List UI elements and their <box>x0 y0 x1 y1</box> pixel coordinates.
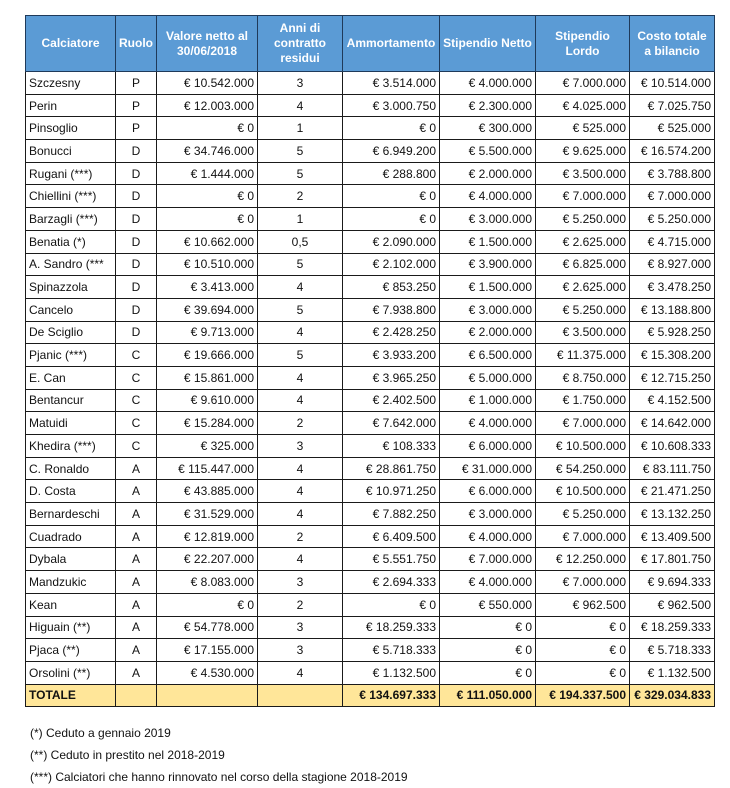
cell-costo-totale: € 12.715.250 <box>630 366 715 389</box>
cell-anni-contratto: 5 <box>258 162 343 185</box>
cell-anni-contratto: 4 <box>258 480 343 503</box>
cell-ammortamento: € 6.409.500 <box>343 525 440 548</box>
cell-ammortamento: € 853.250 <box>343 276 440 299</box>
cell-calciatore: Spinazzola <box>26 276 116 299</box>
player-cost-table <box>25 15 715 707</box>
cell-ammortamento: € 7.882.250 <box>343 503 440 526</box>
cell-valore-netto: € 10.662.000 <box>157 230 258 253</box>
total-ammortamento: € 134.697.333 <box>343 684 440 707</box>
total-stipendio-lordo: € 194.337.500 <box>536 684 630 707</box>
cell-anni-contratto: 4 <box>258 366 343 389</box>
table-row <box>26 389 715 412</box>
total-valore-netto <box>157 684 258 707</box>
cell-ammortamento: € 3.000.750 <box>343 94 440 117</box>
cell-ruolo: D <box>116 253 157 276</box>
cell-ruolo: D <box>116 208 157 231</box>
cell-ruolo: D <box>116 162 157 185</box>
cell-stipendio-netto: € 4.000.000 <box>440 525 536 548</box>
table-row <box>26 185 715 208</box>
cell-anni-contratto: 3 <box>258 616 343 639</box>
cell-valore-netto: € 54.778.000 <box>157 616 258 639</box>
cell-calciatore: Chiellini (***) <box>26 185 116 208</box>
cell-stipendio-netto: € 1.000.000 <box>440 389 536 412</box>
header-stipendio-lordo: Stipendio Lordo <box>536 16 630 72</box>
footnote-2: (**) Ceduto in prestito nel 2018-2019 <box>30 748 225 762</box>
cell-stipendio-lordo: € 5.250.000 <box>536 208 630 231</box>
cell-ammortamento: € 7.642.000 <box>343 412 440 435</box>
cell-ruolo: C <box>116 366 157 389</box>
cell-calciatore: Szczesny <box>26 72 116 95</box>
cell-valore-netto: € 15.284.000 <box>157 412 258 435</box>
cell-costo-totale: € 4.715.000 <box>630 230 715 253</box>
cell-anni-contratto: 1 <box>258 117 343 140</box>
cell-calciatore: Bonucci <box>26 140 116 163</box>
cell-stipendio-lordo: € 10.500.000 <box>536 480 630 503</box>
cell-stipendio-netto: € 0 <box>440 661 536 684</box>
cell-ammortamento: € 6.949.200 <box>343 140 440 163</box>
cell-calciatore: D. Costa <box>26 480 116 503</box>
cell-anni-contratto: 2 <box>258 412 343 435</box>
cell-stipendio-netto: € 7.000.000 <box>440 548 536 571</box>
table-row <box>26 571 715 594</box>
cell-valore-netto: € 0 <box>157 208 258 231</box>
cell-calciatore: Mandzukic <box>26 571 116 594</box>
cell-valore-netto: € 1.444.000 <box>157 162 258 185</box>
cell-ruolo: D <box>116 185 157 208</box>
header-calciatore: Calciatore <box>26 16 116 72</box>
cell-valore-netto: € 325.000 <box>157 435 258 458</box>
cell-stipendio-netto: € 4.000.000 <box>440 185 536 208</box>
cell-calciatore: Benatia (*) <box>26 230 116 253</box>
total-row <box>26 684 715 707</box>
cell-anni-contratto: 5 <box>258 253 343 276</box>
cell-stipendio-lordo: € 2.625.000 <box>536 276 630 299</box>
cell-ruolo: D <box>116 140 157 163</box>
cell-ruolo: D <box>116 298 157 321</box>
cell-ammortamento: € 2.102.000 <box>343 253 440 276</box>
cell-ammortamento: € 7.938.800 <box>343 298 440 321</box>
cell-costo-totale: € 21.471.250 <box>630 480 715 503</box>
cell-costo-totale: € 9.694.333 <box>630 571 715 594</box>
cell-stipendio-netto: € 3.000.000 <box>440 298 536 321</box>
cell-calciatore: Kean <box>26 593 116 616</box>
cell-stipendio-netto: € 4.000.000 <box>440 571 536 594</box>
cell-costo-totale: € 8.927.000 <box>630 253 715 276</box>
total-anni-contratto <box>258 684 343 707</box>
cell-stipendio-netto: € 5.500.000 <box>440 140 536 163</box>
cell-stipendio-lordo: € 4.025.000 <box>536 94 630 117</box>
cell-calciatore: Dybala <box>26 548 116 571</box>
cell-costo-totale: € 3.788.800 <box>630 162 715 185</box>
table-row <box>26 639 715 662</box>
cell-stipendio-lordo: € 7.000.000 <box>536 185 630 208</box>
cell-stipendio-lordo: € 7.000.000 <box>536 72 630 95</box>
table-row <box>26 140 715 163</box>
cell-calciatore: Khedira (***) <box>26 435 116 458</box>
cell-calciatore: Barzagli (***) <box>26 208 116 231</box>
cell-ammortamento: € 0 <box>343 208 440 231</box>
cell-stipendio-netto: € 6.000.000 <box>440 480 536 503</box>
cell-costo-totale: € 5.250.000 <box>630 208 715 231</box>
cell-costo-totale: € 1.132.500 <box>630 661 715 684</box>
table-body <box>26 72 715 707</box>
cell-valore-netto: € 12.003.000 <box>157 94 258 117</box>
cell-stipendio-lordo: € 5.250.000 <box>536 298 630 321</box>
table-row <box>26 435 715 458</box>
cell-ruolo: A <box>116 525 157 548</box>
table-row <box>26 344 715 367</box>
cell-valore-netto: € 10.542.000 <box>157 72 258 95</box>
footnote-3: (***) Calciatori che hanno rinnovato nel corso della stagione 2018-2019 <box>30 770 408 784</box>
cell-costo-totale: € 962.500 <box>630 593 715 616</box>
cell-anni-contratto: 2 <box>258 525 343 548</box>
cell-valore-netto: € 8.083.000 <box>157 571 258 594</box>
cell-costo-totale: € 16.574.200 <box>630 140 715 163</box>
cell-ammortamento: € 1.132.500 <box>343 661 440 684</box>
cell-valore-netto: € 0 <box>157 117 258 140</box>
cell-valore-netto: € 3.413.000 <box>157 276 258 299</box>
cell-valore-netto: € 34.746.000 <box>157 140 258 163</box>
cell-ruolo: A <box>116 616 157 639</box>
cell-ruolo: P <box>116 72 157 95</box>
cell-anni-contratto: 1 <box>258 208 343 231</box>
cell-ruolo: A <box>116 503 157 526</box>
cell-stipendio-lordo: € 1.750.000 <box>536 389 630 412</box>
cell-anni-contratto: 4 <box>258 457 343 480</box>
table-row <box>26 162 715 185</box>
cell-stipendio-lordo: € 9.625.000 <box>536 140 630 163</box>
cell-costo-totale: € 83.111.750 <box>630 457 715 480</box>
cell-anni-contratto: 4 <box>258 276 343 299</box>
cell-stipendio-lordo: € 7.000.000 <box>536 412 630 435</box>
cell-costo-totale: € 5.928.250 <box>630 321 715 344</box>
cell-valore-netto: € 0 <box>157 185 258 208</box>
cell-calciatore: Matuidi <box>26 412 116 435</box>
cell-stipendio-lordo: € 7.000.000 <box>536 525 630 548</box>
cell-calciatore: A. Sandro (*** <box>26 253 116 276</box>
cell-stipendio-lordo: € 0 <box>536 661 630 684</box>
cell-stipendio-lordo: € 525.000 <box>536 117 630 140</box>
table-row <box>26 412 715 435</box>
table-row <box>26 321 715 344</box>
cell-costo-totale: € 7.025.750 <box>630 94 715 117</box>
cell-valore-netto: € 15.861.000 <box>157 366 258 389</box>
header-row <box>26 16 715 72</box>
cell-ammortamento: € 288.800 <box>343 162 440 185</box>
table-row <box>26 366 715 389</box>
cell-stipendio-lordo: € 0 <box>536 616 630 639</box>
cell-stipendio-netto: € 1.500.000 <box>440 276 536 299</box>
cell-anni-contratto: 3 <box>258 571 343 594</box>
cell-ruolo: A <box>116 480 157 503</box>
cell-costo-totale: € 3.478.250 <box>630 276 715 299</box>
cell-stipendio-lordo: € 2.625.000 <box>536 230 630 253</box>
cell-ruolo: C <box>116 435 157 458</box>
cell-stipendio-lordo: € 8.750.000 <box>536 366 630 389</box>
cell-ruolo: A <box>116 548 157 571</box>
cell-ruolo: P <box>116 94 157 117</box>
cell-ammortamento: € 10.971.250 <box>343 480 440 503</box>
cell-anni-contratto: 3 <box>258 435 343 458</box>
table-row <box>26 457 715 480</box>
table-row <box>26 503 715 526</box>
cell-calciatore: Cuadrado <box>26 525 116 548</box>
cell-calciatore: Rugani (***) <box>26 162 116 185</box>
cell-costo-totale: € 4.152.500 <box>630 389 715 412</box>
cell-costo-totale: € 13.409.500 <box>630 525 715 548</box>
cell-stipendio-netto: € 6.500.000 <box>440 344 536 367</box>
cell-stipendio-netto: € 0 <box>440 616 536 639</box>
table-row <box>26 94 715 117</box>
cell-ruolo: C <box>116 412 157 435</box>
cell-stipendio-lordo: € 12.250.000 <box>536 548 630 571</box>
cell-ruolo: A <box>116 457 157 480</box>
cell-anni-contratto: 4 <box>258 661 343 684</box>
cell-ruolo: A <box>116 571 157 594</box>
header-costo-totale: Costo totale a bilancio <box>630 16 715 72</box>
cell-ruolo: C <box>116 344 157 367</box>
cell-stipendio-lordo: € 10.500.000 <box>536 435 630 458</box>
cell-stipendio-lordo: € 962.500 <box>536 593 630 616</box>
cell-stipendio-lordo: € 11.375.000 <box>536 344 630 367</box>
cell-ammortamento: € 108.333 <box>343 435 440 458</box>
cell-costo-totale: € 14.642.000 <box>630 412 715 435</box>
cell-stipendio-lordo: € 3.500.000 <box>536 321 630 344</box>
total-calciatore: TOTALE <box>26 684 116 707</box>
table-row <box>26 661 715 684</box>
cell-anni-contratto: 5 <box>258 140 343 163</box>
cell-calciatore: Bernardeschi <box>26 503 116 526</box>
header-stipendio-netto: Stipendio Netto <box>440 16 536 72</box>
cell-stipendio-netto: € 3.000.000 <box>440 208 536 231</box>
cell-valore-netto: € 17.155.000 <box>157 639 258 662</box>
cell-ammortamento: € 0 <box>343 185 440 208</box>
cell-ammortamento: € 2.090.000 <box>343 230 440 253</box>
cell-valore-netto: € 22.207.000 <box>157 548 258 571</box>
cell-anni-contratto: 4 <box>258 548 343 571</box>
cell-calciatore: Pjaca (**) <box>26 639 116 662</box>
cell-stipendio-lordo: € 6.825.000 <box>536 253 630 276</box>
total-stipendio-netto: € 111.050.000 <box>440 684 536 707</box>
cell-stipendio-lordo: € 5.250.000 <box>536 503 630 526</box>
cell-stipendio-netto: € 2.300.000 <box>440 94 536 117</box>
header-anni-contratto: Anni di contratto residui <box>258 16 343 72</box>
cell-anni-contratto: 5 <box>258 298 343 321</box>
cell-stipendio-netto: € 0 <box>440 639 536 662</box>
table-row <box>26 253 715 276</box>
header-ammortamento: Ammortamento <box>343 16 440 72</box>
cell-anni-contratto: 5 <box>258 344 343 367</box>
cell-anni-contratto: 4 <box>258 321 343 344</box>
table-row <box>26 616 715 639</box>
cell-stipendio-netto: € 6.000.000 <box>440 435 536 458</box>
cell-ammortamento: € 2.402.500 <box>343 389 440 412</box>
cell-calciatore: Orsolini (**) <box>26 661 116 684</box>
total-costo-totale: € 329.034.833 <box>630 684 715 707</box>
cell-ruolo: A <box>116 593 157 616</box>
cell-costo-totale: € 13.132.250 <box>630 503 715 526</box>
cell-costo-totale: € 13.188.800 <box>630 298 715 321</box>
cell-valore-netto: € 115.447.000 <box>157 457 258 480</box>
cell-stipendio-netto: € 2.000.000 <box>440 162 536 185</box>
footnote-1: (*) Ceduto a gennaio 2019 <box>30 726 171 740</box>
cell-costo-totale: € 5.718.333 <box>630 639 715 662</box>
cell-valore-netto: € 9.610.000 <box>157 389 258 412</box>
cell-valore-netto: € 12.819.000 <box>157 525 258 548</box>
player-cost-table-container <box>25 15 715 707</box>
cell-calciatore: E. Can <box>26 366 116 389</box>
cell-valore-netto: € 4.530.000 <box>157 661 258 684</box>
cell-ammortamento: € 2.694.333 <box>343 571 440 594</box>
cell-calciatore: Higuain (**) <box>26 616 116 639</box>
cell-valore-netto: € 31.529.000 <box>157 503 258 526</box>
cell-costo-totale: € 17.801.750 <box>630 548 715 571</box>
cell-calciatore: Perin <box>26 94 116 117</box>
cell-valore-netto: € 9.713.000 <box>157 321 258 344</box>
cell-anni-contratto: 4 <box>258 389 343 412</box>
cell-ammortamento: € 3.514.000 <box>343 72 440 95</box>
table-row <box>26 593 715 616</box>
cell-costo-totale: € 18.259.333 <box>630 616 715 639</box>
cell-valore-netto: € 19.666.000 <box>157 344 258 367</box>
table-row <box>26 525 715 548</box>
cell-stipendio-netto: € 550.000 <box>440 593 536 616</box>
cell-ruolo: D <box>116 230 157 253</box>
cell-calciatore: Pinsoglio <box>26 117 116 140</box>
total-ruolo <box>116 684 157 707</box>
cell-stipendio-lordo: € 54.250.000 <box>536 457 630 480</box>
cell-calciatore: Pjanic (***) <box>26 344 116 367</box>
cell-stipendio-netto: € 1.500.000 <box>440 230 536 253</box>
cell-costo-totale: € 15.308.200 <box>630 344 715 367</box>
cell-ammortamento: € 3.933.200 <box>343 344 440 367</box>
table-row <box>26 117 715 140</box>
table-row <box>26 208 715 231</box>
table-row <box>26 276 715 299</box>
table-row <box>26 230 715 253</box>
cell-ammortamento: € 18.259.333 <box>343 616 440 639</box>
table-row <box>26 480 715 503</box>
cell-calciatore: C. Ronaldo <box>26 457 116 480</box>
cell-costo-totale: € 10.608.333 <box>630 435 715 458</box>
cell-ruolo: A <box>116 639 157 662</box>
cell-stipendio-lordo: € 3.500.000 <box>536 162 630 185</box>
cell-ammortamento: € 0 <box>343 593 440 616</box>
cell-ruolo: P <box>116 117 157 140</box>
cell-costo-totale: € 7.000.000 <box>630 185 715 208</box>
cell-stipendio-netto: € 4.000.000 <box>440 412 536 435</box>
cell-calciatore: De Sciglio <box>26 321 116 344</box>
cell-valore-netto: € 10.510.000 <box>157 253 258 276</box>
cell-calciatore: Bentancur <box>26 389 116 412</box>
cell-costo-totale: € 525.000 <box>630 117 715 140</box>
cell-anni-contratto: 0,5 <box>258 230 343 253</box>
header-valore-netto: Valore netto al 30/06/2018 <box>157 16 258 72</box>
cell-ruolo: D <box>116 321 157 344</box>
cell-anni-contratto: 3 <box>258 639 343 662</box>
cell-ammortamento: € 5.718.333 <box>343 639 440 662</box>
cell-stipendio-netto: € 31.000.000 <box>440 457 536 480</box>
header-ruolo: Ruolo <box>116 16 157 72</box>
cell-anni-contratto: 4 <box>258 503 343 526</box>
cell-stipendio-netto: € 3.900.000 <box>440 253 536 276</box>
table-row <box>26 548 715 571</box>
cell-valore-netto: € 0 <box>157 593 258 616</box>
cell-ruolo: C <box>116 389 157 412</box>
cell-stipendio-lordo: € 7.000.000 <box>536 571 630 594</box>
cell-anni-contratto: 3 <box>258 72 343 95</box>
cell-stipendio-netto: € 2.000.000 <box>440 321 536 344</box>
table-row <box>26 298 715 321</box>
cell-anni-contratto: 4 <box>258 94 343 117</box>
cell-ammortamento: € 0 <box>343 117 440 140</box>
cell-ammortamento: € 2.428.250 <box>343 321 440 344</box>
cell-calciatore: Cancelo <box>26 298 116 321</box>
cell-ammortamento: € 5.551.750 <box>343 548 440 571</box>
cell-ruolo: A <box>116 661 157 684</box>
cell-anni-contratto: 2 <box>258 185 343 208</box>
cell-stipendio-netto: € 5.000.000 <box>440 366 536 389</box>
cell-valore-netto: € 43.885.000 <box>157 480 258 503</box>
cell-stipendio-netto: € 4.000.000 <box>440 72 536 95</box>
cell-ammortamento: € 28.861.750 <box>343 457 440 480</box>
cell-anni-contratto: 2 <box>258 593 343 616</box>
table-row <box>26 72 715 95</box>
cell-stipendio-netto: € 3.000.000 <box>440 503 536 526</box>
cell-stipendio-lordo: € 0 <box>536 639 630 662</box>
cell-stipendio-netto: € 300.000 <box>440 117 536 140</box>
cell-costo-totale: € 10.514.000 <box>630 72 715 95</box>
cell-valore-netto: € 39.694.000 <box>157 298 258 321</box>
cell-ruolo: D <box>116 276 157 299</box>
footnotes <box>30 722 408 788</box>
cell-ammortamento: € 3.965.250 <box>343 366 440 389</box>
